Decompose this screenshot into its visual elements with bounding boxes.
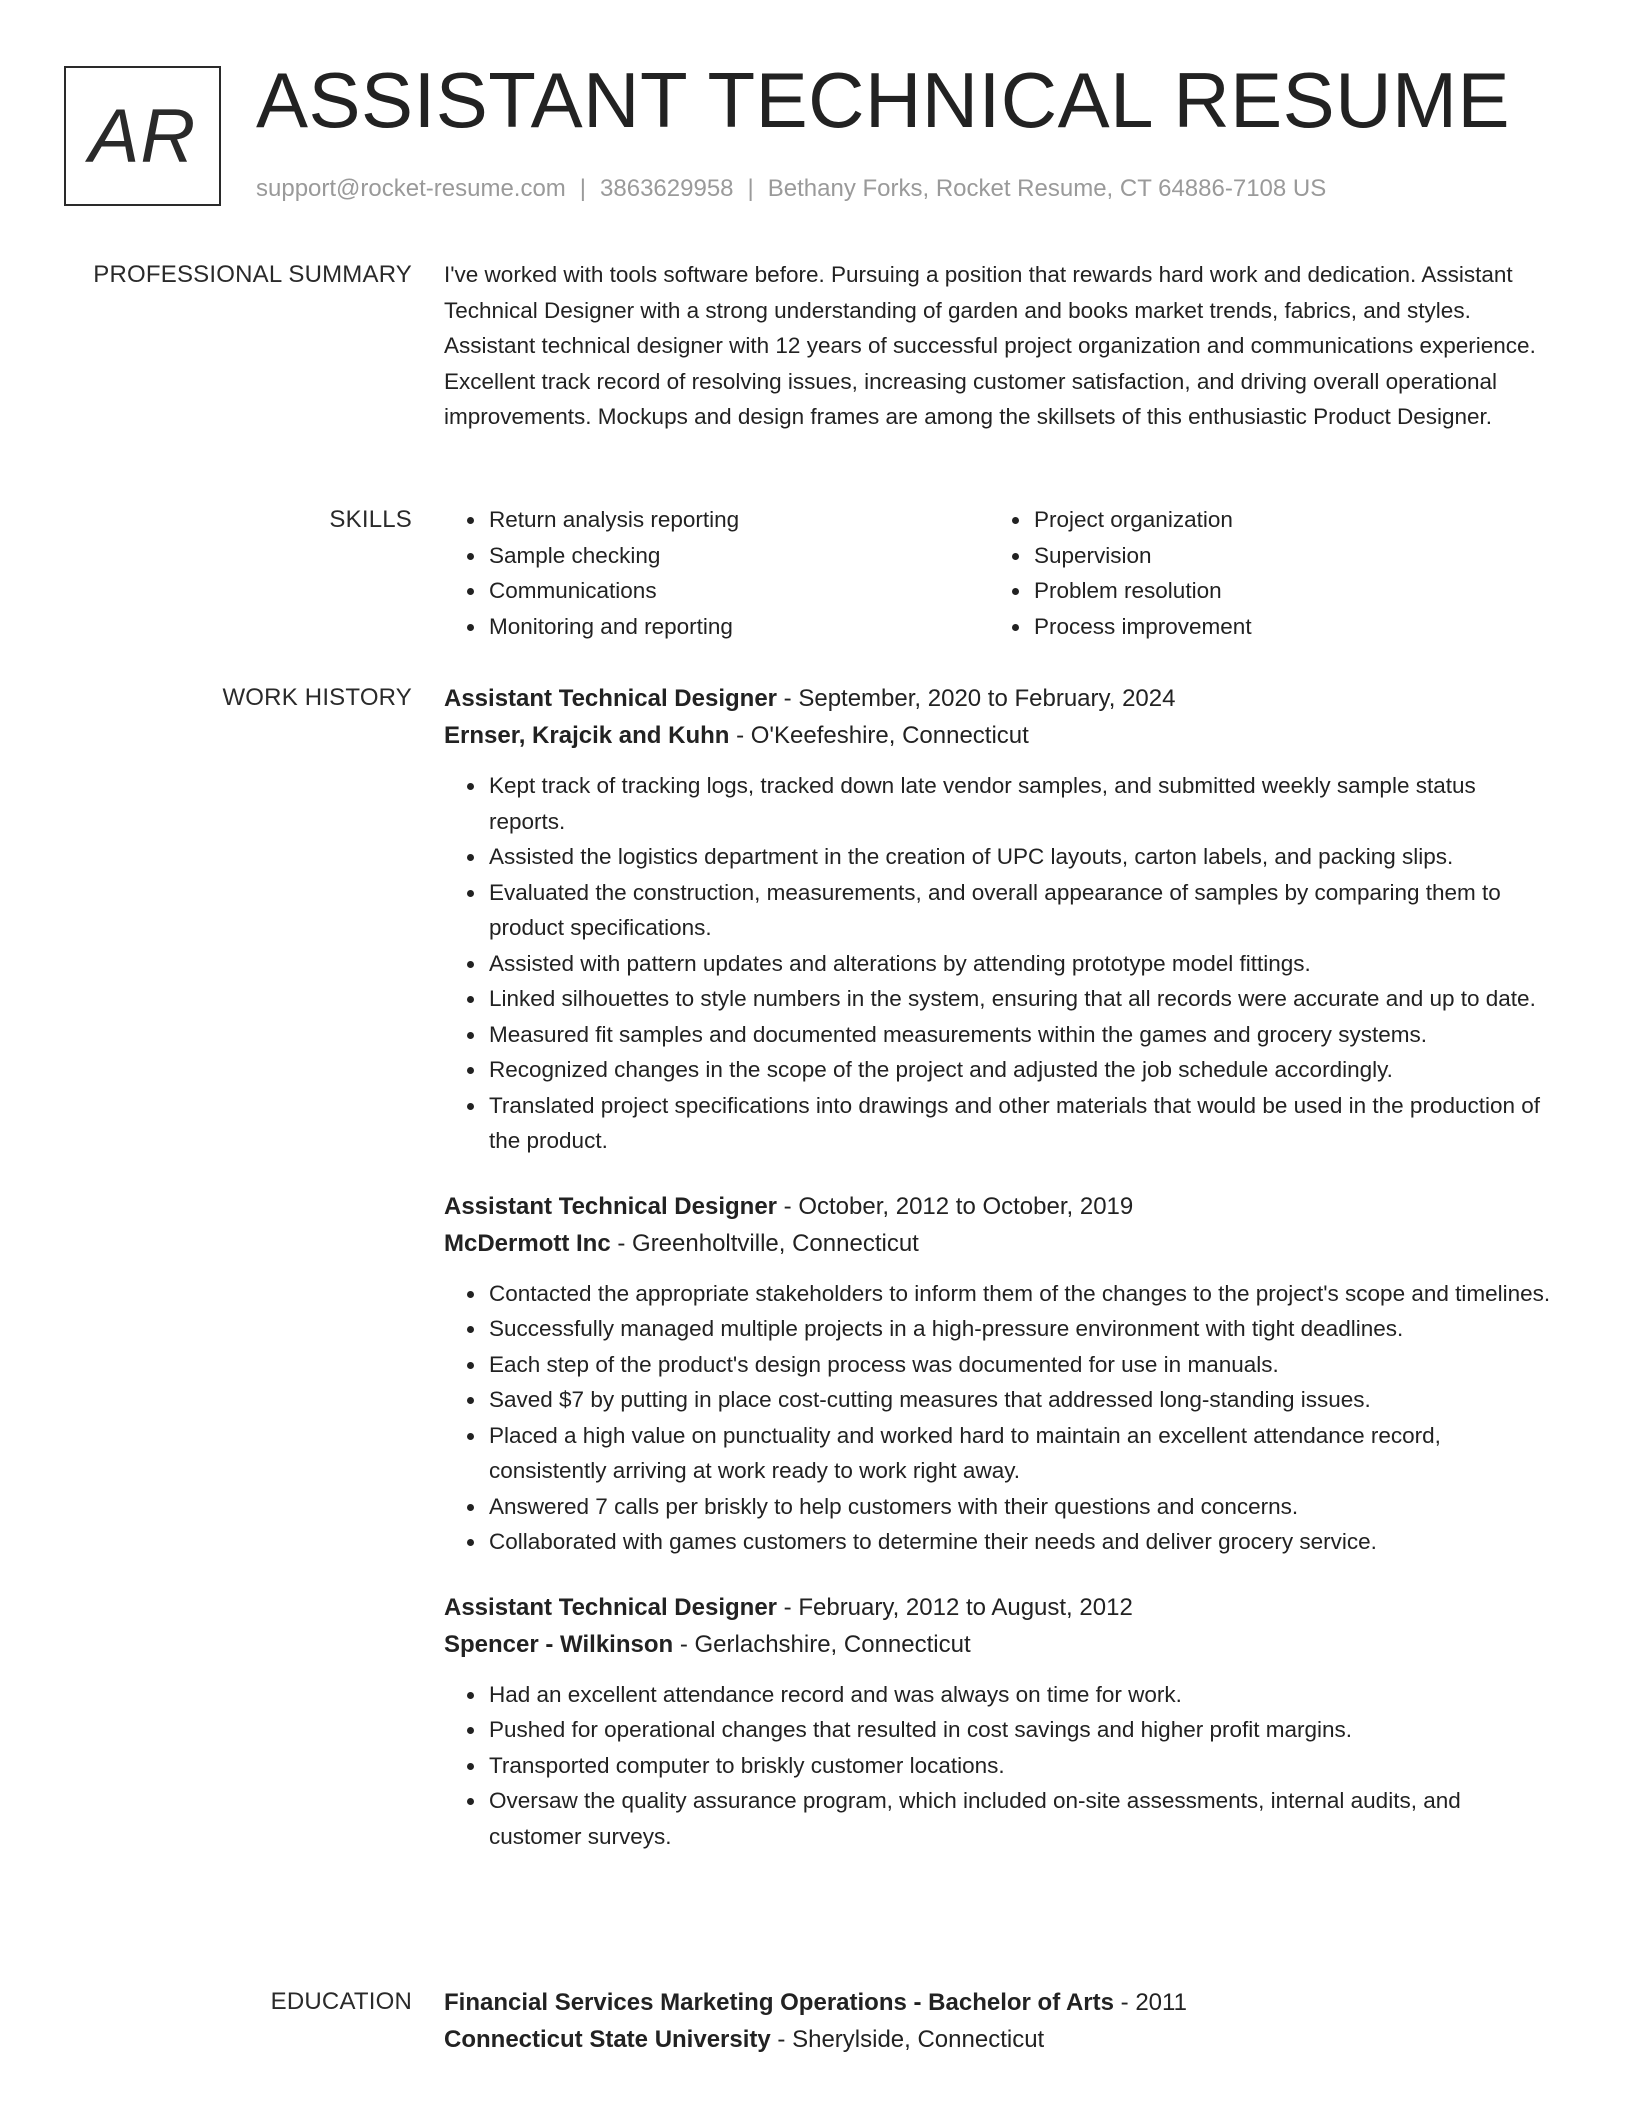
- job-dates: - February, 2012 to August, 2012: [783, 1593, 1133, 1621]
- skills-list-right: [989, 502, 1534, 644]
- job-entry: [444, 1589, 1556, 1855]
- job-bullet: • Assisted with pattern updates and alterations by attending prototype model fittings.: [487, 946, 1556, 982]
- job-bullet: • Linked silhouettes to style numbers in the system, ensuring that all records were accurate and up to date.: [487, 981, 1556, 1017]
- job-bullet: • Contacted the appropriate stakeholders to inform them of the changes to the project's scope and timelines.: [487, 1276, 1556, 1312]
- education-body: [444, 1984, 1556, 2058]
- education-heading: EDUCATION: [270, 1988, 412, 2015]
- education-location: - Sherylside, Connecticut: [777, 2026, 1045, 2053]
- skill-item: • Sample checking: [487, 538, 989, 574]
- work-history-body: [444, 680, 1556, 1854]
- resume-title: ASSISTANT TECHNICAL RESUME: [256, 56, 1511, 144]
- job-title: Assistant Technical Designer: [444, 1192, 777, 1220]
- summary-text: I've worked with tools software before. Pursuing a position that rewards hard work and dedication. Assistant Technical Designer with a strong understanding of garden and books market trends, fabrics, and styles. Assistant technical designer with 12 years of successful project organization and communications experience. Excellent track record of resolving issues, increasing customer satisfaction, and driving overall operational improvements. Mockups and design frames are among the skillsets of this enthusiastic Product Designer.: [444, 262, 1536, 429]
- skill-item: • Problem resolution: [1032, 573, 1534, 609]
- skill-item: • Project organization: [1032, 502, 1534, 538]
- job-bullet: • Successfully managed multiple projects in a high-pressure environment with tight deadlines.: [487, 1311, 1556, 1347]
- job-company-line: [444, 717, 1556, 754]
- job-title: Assistant Technical Designer: [444, 685, 777, 712]
- job-bullet: • Had an excellent attendance record and was always on time for work.: [487, 1677, 1556, 1713]
- skills-body: [444, 502, 1556, 644]
- summary-heading: PROFESSIONAL SUMMARY: [93, 261, 412, 288]
- job-company-line: [444, 1626, 1556, 1663]
- job-company: Ernser, Krajcik and Kuhn: [444, 722, 730, 749]
- job-bullet: • Pushed for operational changes that resulted in cost savings and higher profit margins.: [487, 1712, 1556, 1748]
- education-school: Connecticut State University: [444, 2026, 771, 2053]
- job-bullet: • Assisted the logistics department in the creation of UPC layouts, carton labels, and packing slips.: [487, 839, 1556, 875]
- job-bullet: • Oversaw the quality assurance program, which included on-site assessments, internal audits, and customer surveys.: [487, 1783, 1556, 1854]
- job-bullet: • Evaluated the construction, measurements, and overall appearance of samples by comparing them to product specifications.: [487, 875, 1556, 946]
- job-bullet: • Placed a high value on punctuality and worked hard to maintain an excellent attendance record, consistently arriving at work ready to work right away.: [487, 1418, 1556, 1489]
- job-location: - O'Keefeshire, Connecticut: [736, 722, 1029, 749]
- education-degree: Financial Services Marketing Operations - Bachelor of Arts: [444, 1989, 1114, 2016]
- contact-separator: |: [747, 175, 754, 202]
- skill-item: • Return analysis reporting: [487, 502, 989, 538]
- education-year: - 2011: [1120, 1989, 1187, 2016]
- job-title: Assistant Technical Designer: [444, 1593, 777, 1621]
- job-bullets: [444, 1276, 1556, 1560]
- job-title-line: [444, 1589, 1556, 1626]
- job-title-line: [444, 1188, 1556, 1225]
- contact-separator: |: [579, 175, 587, 202]
- job-entry: [444, 680, 1556, 1159]
- skill-item: • Process improvement: [1032, 609, 1534, 645]
- job-title-line: [444, 680, 1556, 717]
- monogram-initials: AR: [88, 93, 197, 179]
- skills-grid: [444, 502, 1556, 644]
- job-company: Spencer - Wilkinson: [444, 1630, 674, 1658]
- monogram-badge: [64, 66, 221, 206]
- skill-item: • Communications: [487, 573, 989, 609]
- skill-item: • Monitoring and reporting: [487, 609, 989, 645]
- education-degree-line: [444, 1984, 1556, 2021]
- job-company: McDermott Inc: [444, 1229, 611, 1257]
- job-bullets: [444, 1677, 1556, 1855]
- education-school-line: [444, 2021, 1556, 2058]
- job-bullet: • Kept track of tracking logs, tracked down late vendor samples, and submitted weekly sample status reports.: [487, 768, 1556, 839]
- job-bullet: • Saved $7 by putting in place cost-cutting measures that addressed long-standing issues.: [487, 1382, 1556, 1418]
- job-company-line: [444, 1225, 1556, 1262]
- job-entry: [444, 1188, 1556, 1560]
- job-dates: - October, 2012 to October, 2019: [783, 1192, 1134, 1220]
- work-history-heading: WORK HISTORY: [222, 684, 412, 711]
- skills-heading: SKILLS: [329, 506, 412, 533]
- contact-address: Bethany Forks, Rocket Resume, CT 64886-7108 US: [767, 175, 1327, 202]
- contact-phone[interactable]: 3863629958: [600, 175, 734, 202]
- job-bullet: • Collaborated with games customers to determine their needs and deliver grocery service.: [487, 1524, 1556, 1560]
- job-bullet: • Measured fit samples and documented measurements within the games and grocery systems.: [487, 1017, 1556, 1053]
- job-bullet: • Translated project specifications into drawings and other materials that would be used in the production of the product.: [487, 1088, 1556, 1159]
- contact-line: [256, 173, 1326, 205]
- job-location: - Greenholtville, Connecticut: [617, 1229, 919, 1257]
- job-bullet: • Answered 7 calls per briskly to help customers with their questions and concerns.: [487, 1489, 1556, 1525]
- skill-item: • Supervision: [1032, 538, 1534, 574]
- skills-list-left: [444, 502, 989, 644]
- job-dates: - September, 2020 to February, 2024: [783, 685, 1176, 712]
- job-location: - Gerlachshire, Connecticut: [679, 1630, 971, 1658]
- job-bullets: [444, 768, 1556, 1159]
- summary-body: [444, 257, 1556, 435]
- job-bullet: • Each step of the product's design process was documented for use in manuals.: [487, 1347, 1556, 1383]
- job-bullet: • Recognized changes in the scope of the project and adjusted the job schedule accordingly.: [487, 1052, 1556, 1088]
- job-bullet: • Transported computer to briskly customer locations.: [487, 1748, 1556, 1784]
- contact-email[interactable]: support@rocket-resume.com: [256, 175, 566, 202]
